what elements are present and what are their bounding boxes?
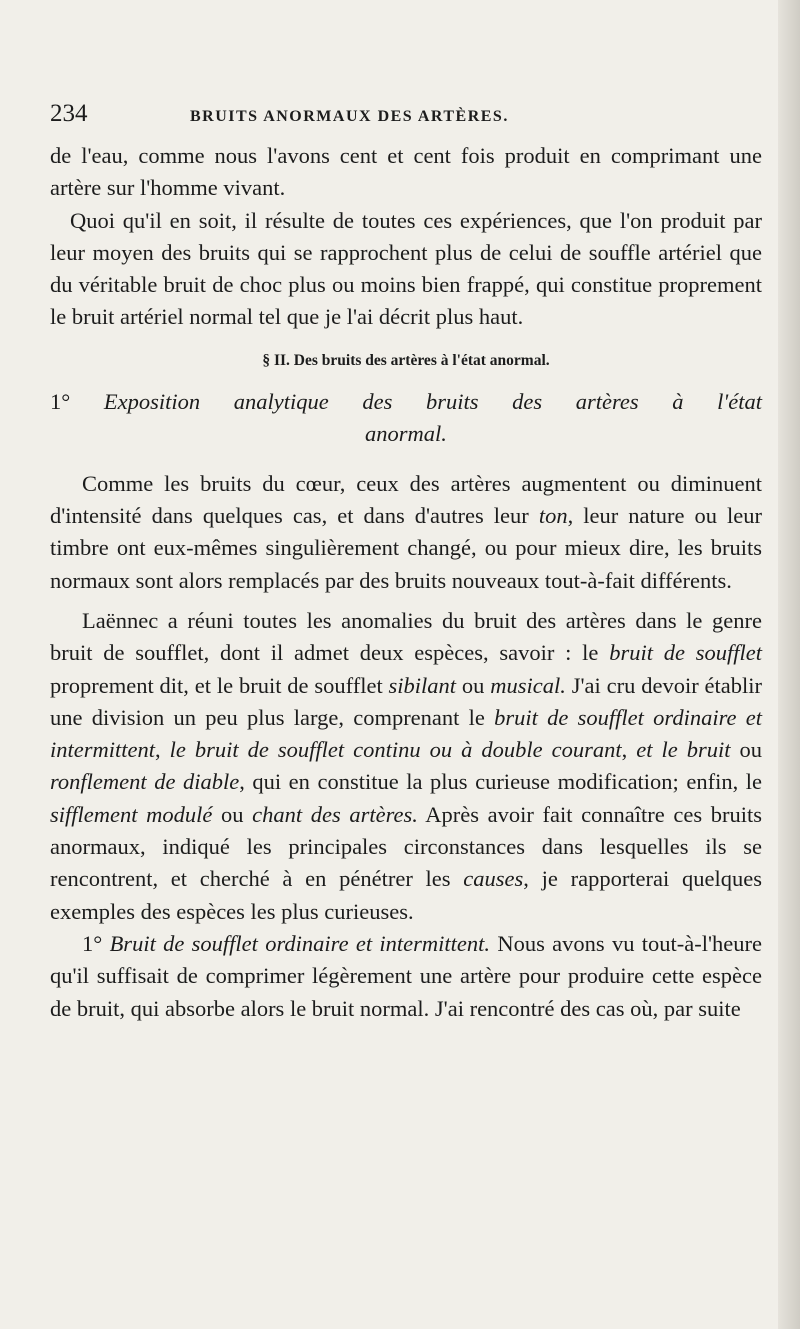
italic-run: ton <box>538 503 568 529</box>
running-title: BRUITS ANORMAUX DES ARTÈRES. <box>190 108 509 125</box>
text-run: Laënnec a réuni toutes les anomalies du bruit des artères dans le genre bruit de soufflet, dont il admet deux espèces, savoir : le <box>50 607 762 666</box>
italic-run: et le bruit <box>636 737 731 763</box>
page-header <box>50 100 762 140</box>
subheading-word: l'état <box>717 388 762 414</box>
italic-run: bruit de soufflet <box>609 640 762 666</box>
subheading <box>50 386 762 450</box>
italic-run: sibilant <box>388 672 457 698</box>
paragraph-1: de l'eau, comme nous l'avons cent et cent fois produit en comprimant une artère sur l'homme vivant. <box>50 143 762 201</box>
body-text <box>50 140 762 334</box>
subheading-word: des <box>362 388 393 414</box>
text-run: ou <box>212 801 253 827</box>
text-run: 1° <box>82 930 110 956</box>
italic-run: bruit de soufflet ordinaire et intermittent <box>50 704 763 763</box>
paragraph-4 <box>50 605 762 928</box>
paragraph-5 <box>50 928 762 1025</box>
subheading-word: à <box>672 388 684 414</box>
text-run: , <box>621 737 637 763</box>
book-page <box>50 100 762 1025</box>
italic-run: causes <box>463 866 524 892</box>
text-run: ou <box>456 672 491 698</box>
subheading-word: des <box>512 388 543 414</box>
italic-run: sifflement modulé <box>50 801 213 827</box>
paragraph-3 <box>50 468 762 597</box>
subheading-number: 1° <box>50 388 71 414</box>
text-run: , <box>155 737 170 763</box>
subheading-word: analytique <box>233 388 329 414</box>
text-run: Nous avons vu tout-à-l'heure qu'il suffisait de comprimer légèrement une artère pour produire cette espèce de bruit, qui absorbe alors le bruit normal. J'ai rencontré des cas où, par suite <box>50 930 763 1021</box>
section-heading: § II. Des bruits des artères à l'état anormal. <box>262 351 550 369</box>
paragraph-2: Quoi qu'il en soit, il résulte de toutes ces expériences, que l'on produit par leur moyen des bruits qui se rapprochent plus de celui de souffle artériel que du véritable bruit de choc plus ou moins bien frappé, qui constitue proprement le bruit artériel normal tel que je l'ai décrit plus haut. <box>50 207 762 330</box>
italic-run: musical. <box>490 672 566 698</box>
page-edge <box>778 0 800 1329</box>
italic-run: chant des artères. <box>252 801 418 827</box>
subheading-word: artères <box>575 388 639 414</box>
page-number: 234 <box>50 100 88 127</box>
text-run: Comme les bruits du cœur, ceux des artères augmentent ou diminuent d'intensité dans quelques cas, et dans d'autres leur <box>50 470 762 529</box>
text-run: , je rapporterai quelques exemples des espèces les plus curieuses. <box>50 866 762 924</box>
text-run: Après avoir fait connaître ces bruits anormaux, indiqué les principales circonstances dans lesquelles ils se rencontrent, et cherché à en pénétrer les <box>50 801 763 892</box>
text-run: J'ai cru devoir établir une division un peu plus large, comprenant le <box>50 672 763 730</box>
text-run: , leur nature ou leur timbre ont eux-mêmes singulièrement changé, ou pour mieux dire, les bruits normaux sont alors remplacés par des bruits nouveaux tout-à-fait différents. <box>50 503 762 593</box>
italic-run: le bruit de soufflet continu ou à double courant <box>169 737 622 763</box>
subheading-word: Exposition <box>103 388 201 414</box>
subheading-line-2: anormal. <box>365 420 447 446</box>
body-text-2 <box>50 468 762 1025</box>
italic-run: ronflement de diable <box>50 769 240 795</box>
subheading-line-1 <box>50 386 762 418</box>
subheading-word: bruits <box>425 388 479 414</box>
text-run: ou <box>730 737 763 763</box>
text-run: proprement dit, et le bruit de soufflet <box>50 672 389 698</box>
italic-run: Bruit de soufflet ordinaire et intermittent. <box>109 930 491 956</box>
text-run: , qui en constitue la plus curieuse modification; enfin, le <box>239 769 762 795</box>
